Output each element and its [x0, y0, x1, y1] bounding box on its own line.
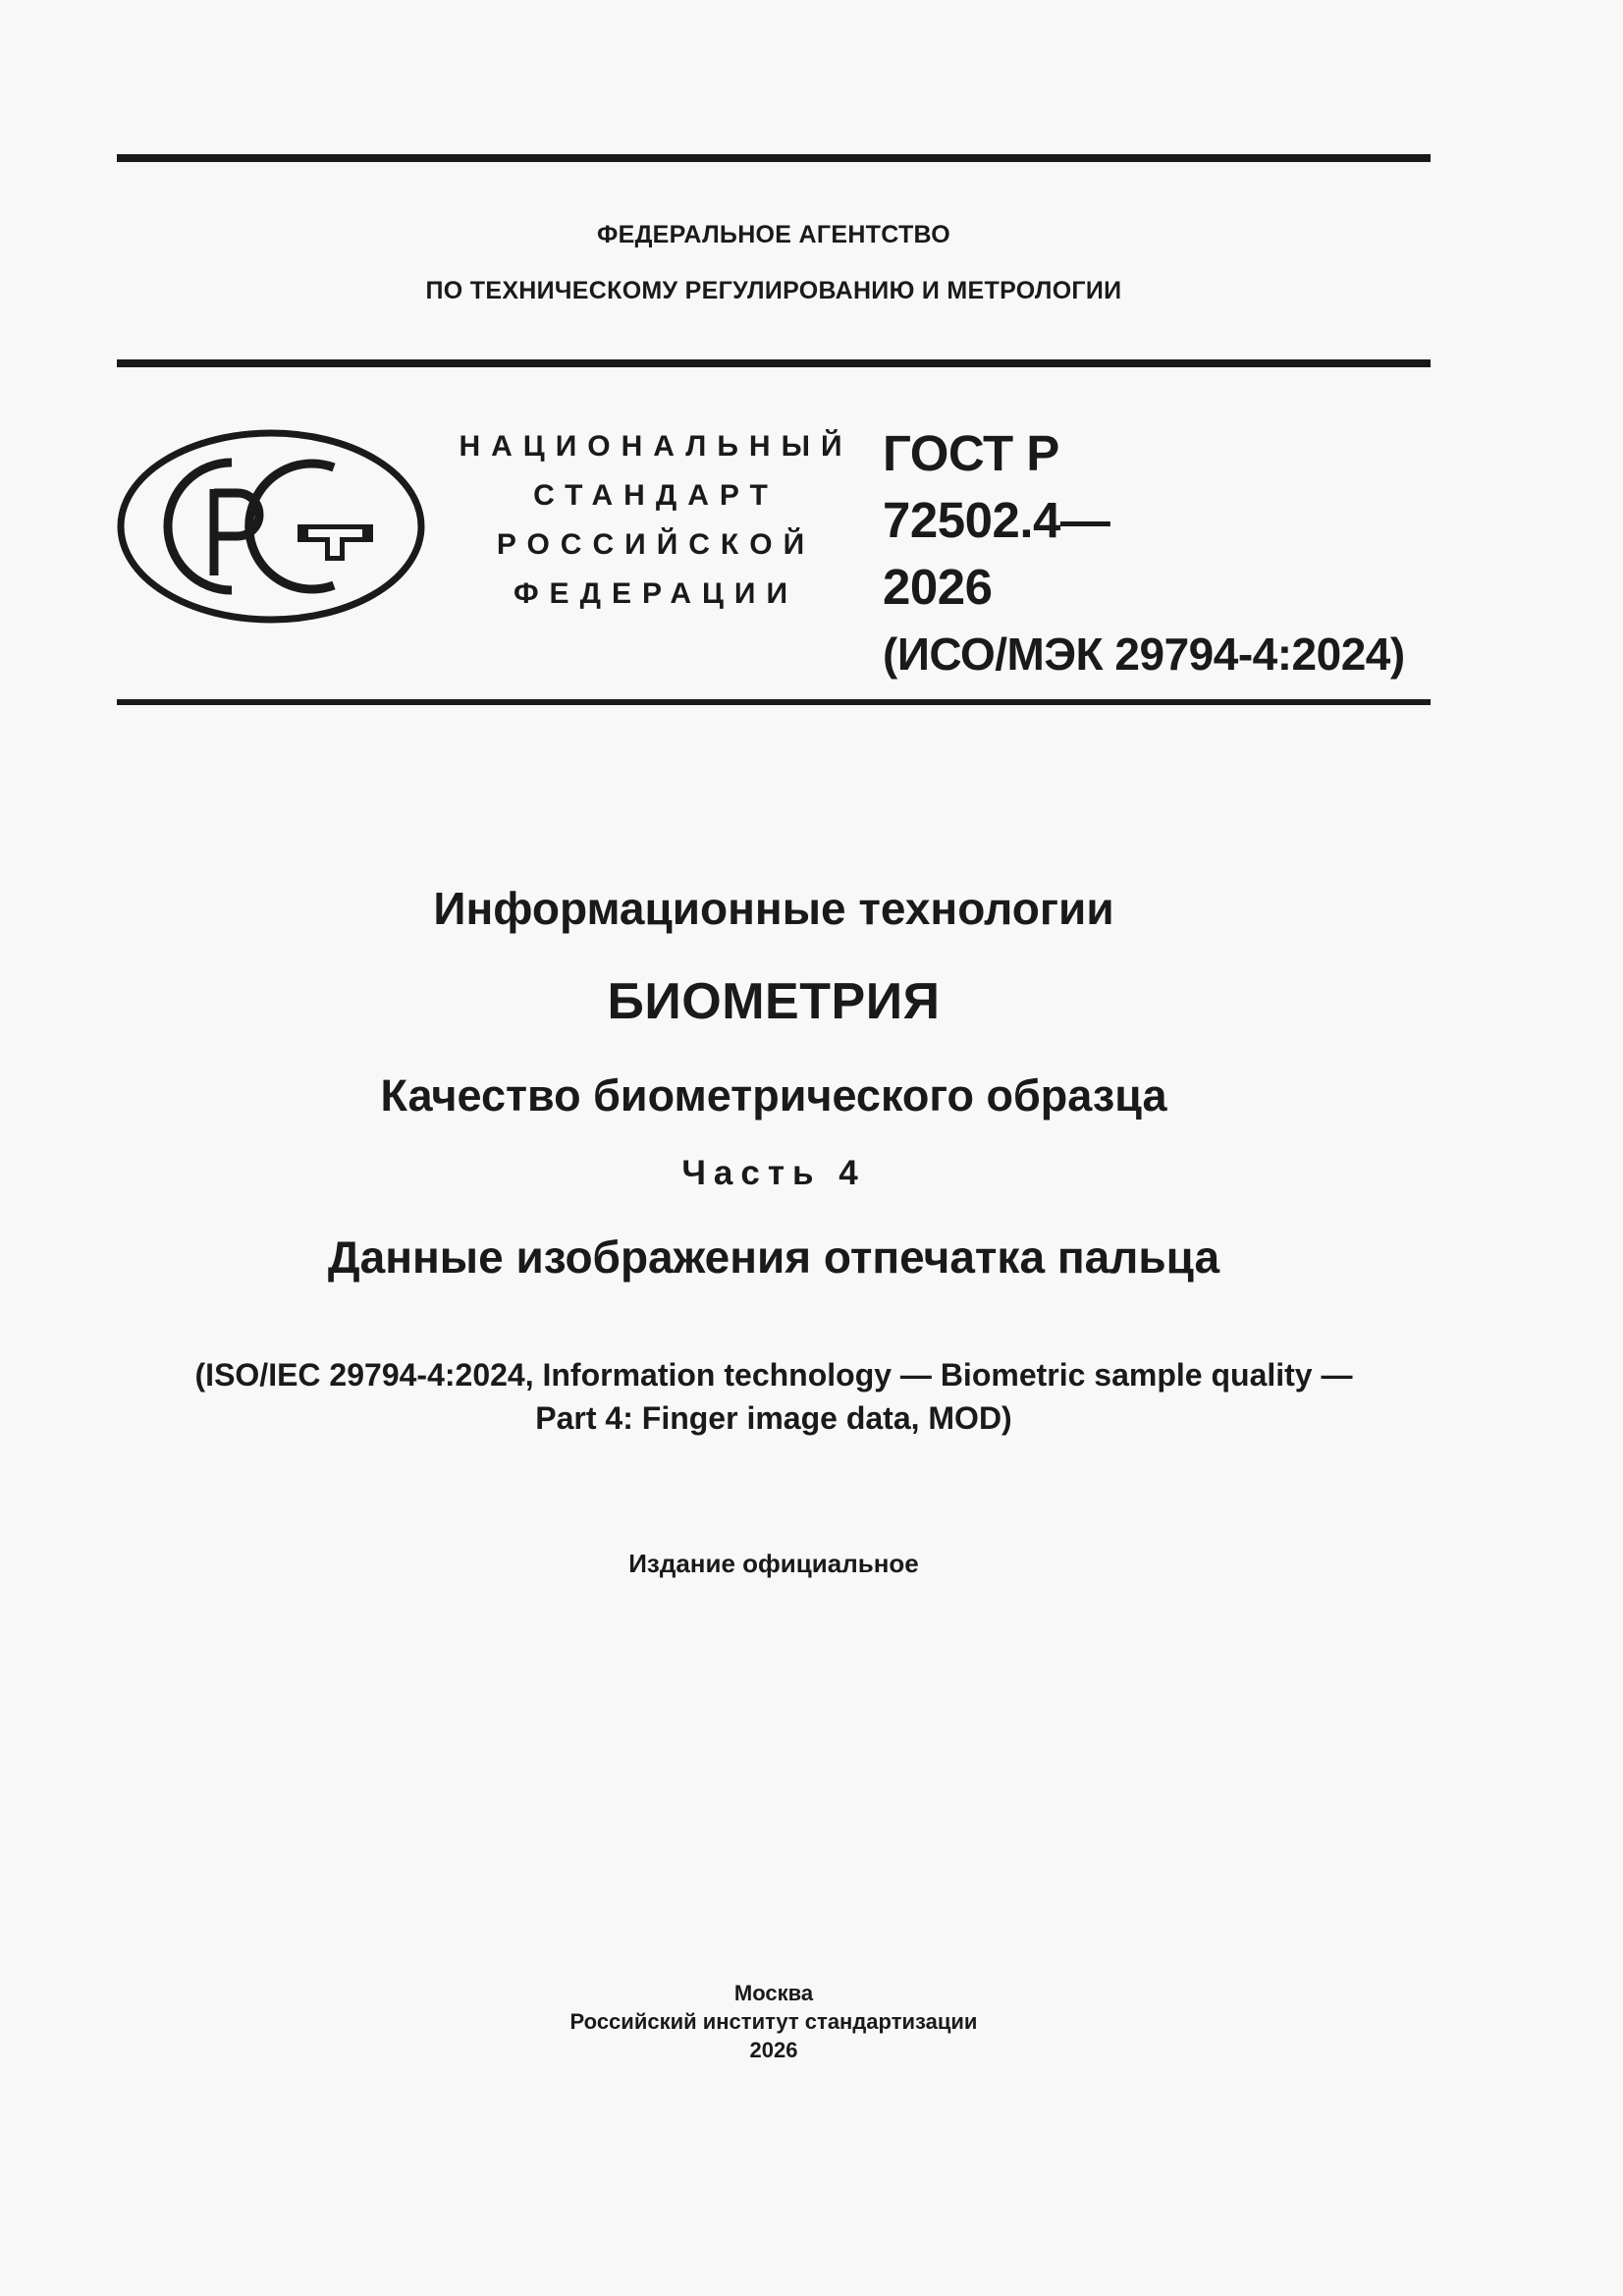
- standard-designation: [883, 420, 1405, 687]
- designation-line-1: ГОСТ Р: [883, 425, 1059, 481]
- title-part: Часть 4: [681, 1154, 866, 1192]
- designation-line-3: 2026: [883, 559, 993, 615]
- imprint-year: 2026: [749, 2038, 798, 2062]
- national-standard-line-4: ФЕДЕРАЦИИ: [513, 577, 799, 610]
- imprint-publisher: Российский институт стандартизации: [569, 2009, 978, 2034]
- national-standard-line-1: НАЦИОНАЛЬНЫЙ: [459, 430, 853, 463]
- original-reference-line-2: Part 4: Finger image data, MOD): [535, 1400, 1012, 1436]
- agency-name-line-1: ФЕДЕРАЛЬНОЕ АГЕНТСТВО: [596, 221, 951, 248]
- title-part-name: Данные изображения отпечатка пальца: [327, 1231, 1220, 1283]
- rst-certification-mark-icon: [116, 428, 426, 625]
- agency-name-line-2: ПО ТЕХНИЧЕСКОМУ РЕГУЛИРОВАНИЮ И МЕТРОЛОГИИ: [425, 277, 1122, 304]
- agency-rule: [117, 359, 1431, 367]
- national-standard-line-2: СТАНДАРТ: [533, 479, 779, 512]
- national-standard-line-3: РОССИЙСКОЙ: [496, 528, 816, 561]
- header-bottom-rule: [117, 699, 1431, 705]
- edition-label: Издание официальное: [628, 1549, 919, 1578]
- imprint-city: Москва: [733, 1981, 814, 2005]
- original-standard-reference: [117, 1353, 1431, 1440]
- original-reference-line-1: (ISO/IEC 29794-4:2024, Information technology — Biometric sample quality —: [194, 1357, 1353, 1393]
- imprint: [117, 1979, 1431, 2064]
- title-group: Информационные технологии: [433, 883, 1114, 934]
- international-designation: (ИСО/МЭК 29794-4:2024): [883, 629, 1405, 680]
- top-rule: [117, 154, 1431, 162]
- national-standard-label: [440, 422, 872, 619]
- designation-line-2: 72502.4—: [883, 492, 1110, 548]
- title-subject: Качество биометрического образца: [380, 1070, 1167, 1121]
- title-main: БИОМЕТРИЯ: [607, 973, 941, 1030]
